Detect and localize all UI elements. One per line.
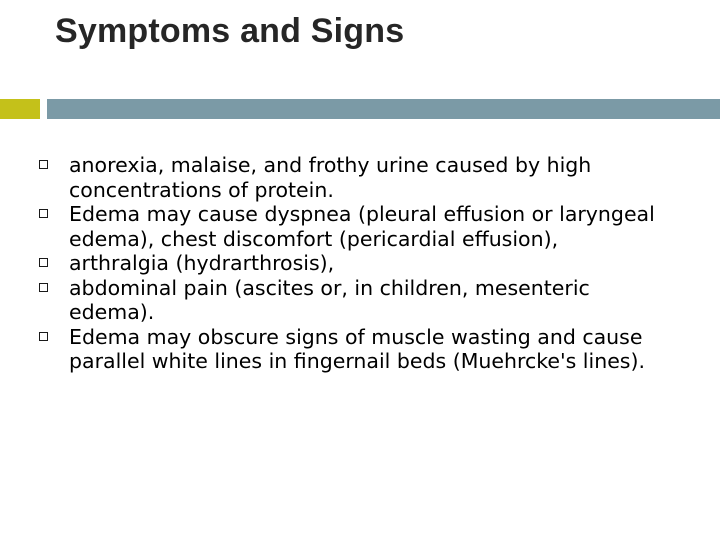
hollow-square-icon: [39, 258, 48, 267]
hollow-square-icon: [39, 209, 48, 218]
hollow-square-icon: [39, 160, 48, 169]
bullet-item: [39, 276, 679, 325]
bullet-item: [39, 153, 679, 202]
title-underline-bar: [47, 99, 720, 119]
hollow-square-icon: [39, 332, 48, 341]
bullet-item: [39, 202, 679, 251]
hollow-square-icon: [39, 283, 48, 292]
bullet-text: arthralgia (hydrarthrosis),: [69, 251, 335, 275]
bullet-text: abdominal pain (ascites or, in children, mesenteric edema).: [69, 275, 590, 324]
bullet-text: anorexia, malaise, and frothy urine caused by high concentrations of protein.: [69, 153, 592, 202]
bullet-list: [39, 153, 679, 374]
slide-title: Symptoms and Signs: [55, 12, 405, 50]
bullet-text: Edema may cause dyspnea (pleural effusion or laryngeal edema), chest discomfort (pericardial effusion),: [69, 202, 655, 251]
bullet-item: [39, 325, 679, 374]
bullet-item: [39, 251, 679, 276]
bullet-text: Edema may obscure signs of muscle wasting and cause parallel white lines in fingernail beds (Muehrcke's lines).: [69, 324, 646, 373]
title-underline-accent: [0, 99, 40, 119]
